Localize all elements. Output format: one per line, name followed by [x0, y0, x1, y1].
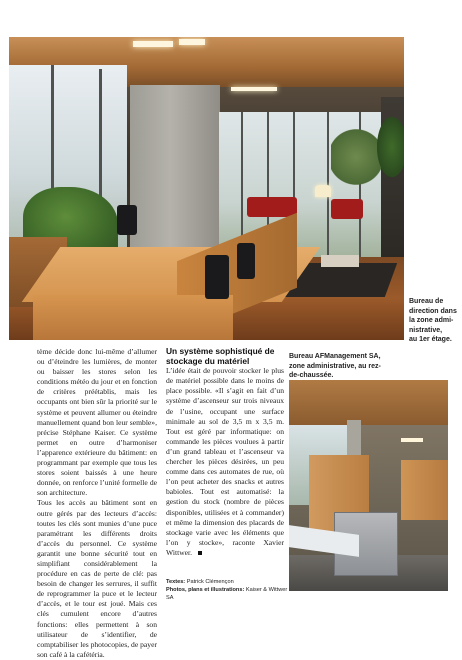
credits-texts	[166, 578, 288, 586]
caption-line: Bureau AFManagement SA,	[289, 353, 381, 360]
photo-ceiling-light	[179, 39, 205, 45]
caption-line: nistrative,	[409, 326, 443, 334]
body-paragraph: tème décide donc lui-même d’allumer ou d’éteindre les lumières, de monter ou baisser les stores selon les conditions météo du jour et en fonction de critères préétablis, mais les occupants ont bien sûr la priorité sur le système et peuvent allumer ou éteindre manuellement quand bon leur semble», précise Stéphane Kaiser. Ce système permet en outre d’harmoniser l’apparence extérieure du bâtiment: en programmant par exemple que tous les stores soient baissés à une heure donnée, on renforce l’unité formelle de son architecture.	[37, 347, 157, 498]
caption-line: la zone admi-	[409, 317, 454, 324]
photo-red-sofa	[247, 197, 297, 217]
caption-line: au 1er étage.	[409, 336, 452, 343]
photo-coffee-table	[321, 255, 359, 267]
photo-ceiling-light	[401, 438, 423, 442]
article-column-left	[37, 347, 157, 660]
photo-chair	[117, 205, 137, 235]
photo-desk-front	[33, 295, 233, 340]
photo-ceiling-light	[133, 41, 173, 47]
photo-chair	[237, 243, 255, 279]
photo-lamp	[315, 185, 331, 197]
office-photo-bottom	[289, 380, 448, 591]
caption-line: zone administrative, au rez-	[289, 362, 381, 370]
end-of-article-mark	[198, 551, 202, 555]
credits	[166, 578, 288, 602]
credits-photos	[166, 586, 288, 602]
body-paragraph: Tous les accès au bâtiment sont en outre gérés par des lecteurs d’accès: toutes les clés sont munies d’une puce paramétrant les différents droits d’accès du personnel. Ce système garantit une bonne sécurité tout en simplifiant considérablement la procédure en cas de perte de clé: pas besoin de changer les serrures, il suffit de reprogrammer la puce et le lecteur d’accès, et le tour est joué. Mais ces clés cumulent encore d’autres fonctions: elles permettent à son utilisateur de s’identifier, de comptabiliser les photocopies, de payer son café à la cafétéria.	[37, 498, 157, 659]
credits-texts-value: Patrick Clémençon	[186, 579, 234, 585]
photo-ceiling-light	[231, 87, 277, 91]
photo-chair	[205, 255, 229, 299]
photo-ceiling	[289, 380, 448, 425]
credits-photos-label: Photos, plans et illustrations:	[166, 587, 245, 593]
credits-photos-value: Kaiser & Wittwer SA	[166, 587, 288, 601]
office-photo-top	[9, 37, 404, 340]
article-column-middle-text	[166, 366, 284, 558]
article-column-middle	[166, 347, 284, 558]
credits-texts-label: Textes:	[166, 579, 186, 585]
caption-line: direction dans	[409, 307, 457, 315]
photo-tree	[331, 127, 381, 187]
photo-concrete-wall	[130, 85, 220, 260]
section-subhead: Un système sophistiqué de stockage du matériel	[166, 346, 275, 366]
caption-line: de-chaussée.	[289, 372, 334, 379]
caption-bottom-photo	[289, 352, 449, 381]
caption-line: Bureau de	[409, 298, 444, 305]
caption-top-photo	[409, 297, 461, 345]
photo-wood-partition	[401, 460, 448, 520]
photo-plant-right	[377, 117, 404, 177]
body-paragraph: L’idée était de pouvoir stocker le plus de matériel possible dans le moins de place possible. «Il s’agit en fait d’un système d’ascenseur sur trois niveaux de l’usine, occupant une surface minimale au sol de 3,5 m x 3,5 m. Tout est géré par informatique: on commande les pièces voulues à partir d’un grand tableau et l’ascenseur va chercher les pièces désirées, un peu comme dans ces automates de rue, où l’on peut acheter des snacks et autres babioles. Tout est automatisé: la gestion du stock (nombre de pièces disponibles, utilisées et à commander) et même la dimension des placards de stockage varie avec les éléments que l’on y stocke», raconte Xavier Wittwer.	[166, 366, 284, 557]
photo-red-sofa	[331, 199, 363, 219]
